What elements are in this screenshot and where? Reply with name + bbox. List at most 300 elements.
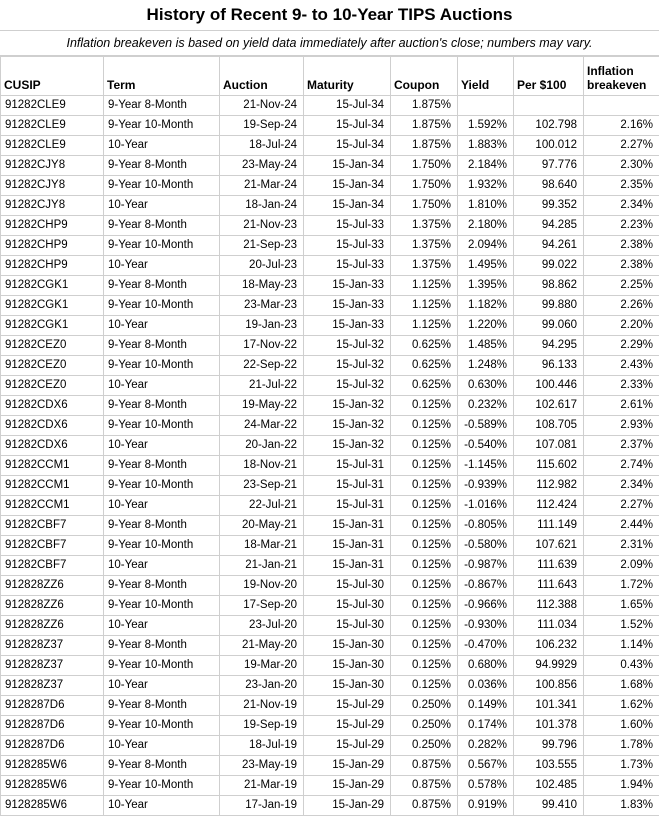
cell-coupon: 0.125% — [391, 396, 458, 416]
cell-term: 10-Year — [104, 196, 220, 216]
cell-cusip: 9128287D6 — [1, 716, 104, 736]
cell-auction: 21-Nov-23 — [220, 216, 304, 236]
cell-term: 9-Year 8-Month — [104, 756, 220, 776]
column-header-cusip: CUSIP — [1, 57, 104, 96]
cell-inflation-breakeven: 2.38% — [584, 236, 659, 256]
cell-cusip: 912828ZZ6 — [1, 576, 104, 596]
cell-per100: 99.410 — [514, 796, 584, 816]
cell-inflation-breakeven: 1.94% — [584, 776, 659, 796]
table-row — [1, 376, 659, 396]
cell-cusip: 91282CLE9 — [1, 116, 104, 136]
cell-coupon: 0.625% — [391, 376, 458, 396]
column-header-inflation-breakeven: Inflation breakeven — [584, 57, 659, 96]
cell-inflation-breakeven: 2.44% — [584, 516, 659, 536]
cell-per100: 112.388 — [514, 596, 584, 616]
cell-coupon: 1.750% — [391, 196, 458, 216]
cell-yield: -0.939% — [458, 476, 514, 496]
cell-auction: 20-Jan-22 — [220, 436, 304, 456]
cell-maturity: 15-Jul-34 — [304, 116, 391, 136]
cell-cusip: 91282CBF7 — [1, 516, 104, 536]
cell-inflation-breakeven: 2.30% — [584, 156, 659, 176]
cell-auction: 20-Jul-23 — [220, 256, 304, 276]
cell-coupon: 0.125% — [391, 496, 458, 516]
cell-yield: -0.805% — [458, 516, 514, 536]
cell-per100: 99.796 — [514, 736, 584, 756]
cell-cusip: 9128285W6 — [1, 776, 104, 796]
cell-inflation-breakeven: 1.62% — [584, 696, 659, 716]
cell-per100: 102.617 — [514, 396, 584, 416]
cell-per100: 101.341 — [514, 696, 584, 716]
table-row — [1, 676, 659, 696]
cell-yield: 0.232% — [458, 396, 514, 416]
cell-coupon: 0.125% — [391, 536, 458, 556]
cell-maturity: 15-Jul-32 — [304, 336, 391, 356]
cell-auction: 21-May-20 — [220, 636, 304, 656]
cell-auction: 22-Sep-22 — [220, 356, 304, 376]
cell-coupon: 0.125% — [391, 556, 458, 576]
cell-maturity: 15-Jul-31 — [304, 476, 391, 496]
cell-term: 9-Year 8-Month — [104, 696, 220, 716]
cell-auction: 19-Nov-20 — [220, 576, 304, 596]
cell-yield: 2.184% — [458, 156, 514, 176]
cell-cusip: 91282CCM1 — [1, 456, 104, 476]
cell-cusip: 912828ZZ6 — [1, 616, 104, 636]
auction-table-body — [1, 96, 659, 816]
cell-inflation-breakeven: 2.27% — [584, 496, 659, 516]
cell-per100: 98.862 — [514, 276, 584, 296]
cell-inflation-breakeven: 1.68% — [584, 676, 659, 696]
cell-auction: 22-Jul-21 — [220, 496, 304, 516]
cell-coupon: 1.125% — [391, 296, 458, 316]
cell-maturity: 15-Jul-34 — [304, 136, 391, 156]
table-row — [1, 336, 659, 356]
cell-cusip: 91282CBF7 — [1, 556, 104, 576]
cell-term: 9-Year 8-Month — [104, 456, 220, 476]
cell-inflation-breakeven: 2.37% — [584, 436, 659, 456]
cell-inflation-breakeven: 1.65% — [584, 596, 659, 616]
cell-auction: 23-Jan-20 — [220, 676, 304, 696]
cell-inflation-breakeven: 2.33% — [584, 376, 659, 396]
cell-maturity: 15-Jan-32 — [304, 416, 391, 436]
cell-maturity: 15-Jul-29 — [304, 696, 391, 716]
cell-term: 9-Year 10-Month — [104, 476, 220, 496]
cell-auction: 17-Nov-22 — [220, 336, 304, 356]
cell-maturity: 15-Jul-32 — [304, 376, 391, 396]
cell-auction: 19-Jan-23 — [220, 316, 304, 336]
table-row — [1, 436, 659, 456]
cell-yield: -1.016% — [458, 496, 514, 516]
cell-maturity: 15-Jul-29 — [304, 716, 391, 736]
column-header-per100: Per $100 — [514, 57, 584, 96]
cell-term: 10-Year — [104, 316, 220, 336]
cell-inflation-breakeven: 2.29% — [584, 336, 659, 356]
cell-coupon: 0.625% — [391, 356, 458, 376]
column-header-coupon: Coupon — [391, 57, 458, 96]
cell-per100: 101.378 — [514, 716, 584, 736]
table-row — [1, 156, 659, 176]
cell-term: 9-Year 10-Month — [104, 236, 220, 256]
cell-per100: 108.705 — [514, 416, 584, 436]
cell-per100: 112.982 — [514, 476, 584, 496]
cell-auction: 19-Mar-20 — [220, 656, 304, 676]
cell-term: 9-Year 8-Month — [104, 96, 220, 116]
cell-yield: -0.580% — [458, 536, 514, 556]
column-header-term: Term — [104, 57, 220, 96]
cell-per100: 99.060 — [514, 316, 584, 336]
cell-cusip: 9128285W6 — [1, 796, 104, 816]
cell-yield: 0.282% — [458, 736, 514, 756]
cell-yield: 1.248% — [458, 356, 514, 376]
cell-coupon: 0.125% — [391, 516, 458, 536]
cell-maturity: 15-Jul-30 — [304, 596, 391, 616]
cell-term: 9-Year 8-Month — [104, 636, 220, 656]
cell-per100: 94.295 — [514, 336, 584, 356]
cell-yield: 0.036% — [458, 676, 514, 696]
cell-per100: 107.621 — [514, 536, 584, 556]
cell-auction: 17-Jan-19 — [220, 796, 304, 816]
cell-term: 9-Year 10-Month — [104, 596, 220, 616]
table-row — [1, 216, 659, 236]
table-row — [1, 716, 659, 736]
cell-inflation-breakeven — [584, 96, 659, 116]
table-row — [1, 536, 659, 556]
cell-yield: 1.495% — [458, 256, 514, 276]
cell-auction: 21-Mar-24 — [220, 176, 304, 196]
table-row — [1, 356, 659, 376]
table-row — [1, 396, 659, 416]
cell-per100 — [514, 96, 584, 116]
cell-cusip: 91282CDX6 — [1, 416, 104, 436]
cell-per100: 107.081 — [514, 436, 584, 456]
cell-auction: 23-Sep-21 — [220, 476, 304, 496]
cell-inflation-breakeven: 2.34% — [584, 196, 659, 216]
cell-inflation-breakeven: 2.31% — [584, 536, 659, 556]
cell-per100: 96.133 — [514, 356, 584, 376]
cell-cusip: 91282CBF7 — [1, 536, 104, 556]
cell-maturity: 15-Jan-30 — [304, 636, 391, 656]
cell-per100: 111.643 — [514, 576, 584, 596]
cell-cusip: 91282CEZ0 — [1, 376, 104, 396]
table-row — [1, 256, 659, 276]
cell-term: 9-Year 8-Month — [104, 216, 220, 236]
cell-term: 10-Year — [104, 616, 220, 636]
table-row — [1, 596, 659, 616]
cell-term: 9-Year 10-Month — [104, 296, 220, 316]
cell-per100: 100.446 — [514, 376, 584, 396]
cell-coupon: 0.125% — [391, 476, 458, 496]
cell-cusip: 912828Z37 — [1, 676, 104, 696]
cell-per100: 102.798 — [514, 116, 584, 136]
cell-auction: 19-May-22 — [220, 396, 304, 416]
table-row — [1, 416, 659, 436]
cell-yield: 1.932% — [458, 176, 514, 196]
cell-term: 9-Year 8-Month — [104, 576, 220, 596]
cell-cusip: 91282CHP9 — [1, 216, 104, 236]
cell-maturity: 15-Jan-30 — [304, 656, 391, 676]
cell-inflation-breakeven: 1.73% — [584, 756, 659, 776]
cell-term: 10-Year — [104, 496, 220, 516]
cell-term: 10-Year — [104, 796, 220, 816]
cell-term: 10-Year — [104, 736, 220, 756]
cell-inflation-breakeven: 2.25% — [584, 276, 659, 296]
table-row — [1, 276, 659, 296]
cell-coupon: 1.875% — [391, 136, 458, 156]
cell-per100: 111.149 — [514, 516, 584, 536]
table-row — [1, 236, 659, 256]
cell-maturity: 15-Jul-32 — [304, 356, 391, 376]
cell-inflation-breakeven: 2.74% — [584, 456, 659, 476]
cell-cusip: 91282CGK1 — [1, 276, 104, 296]
cell-term: 9-Year 8-Month — [104, 396, 220, 416]
cell-cusip: 91282CDX6 — [1, 436, 104, 456]
cell-yield: -0.540% — [458, 436, 514, 456]
cell-yield: 1.883% — [458, 136, 514, 156]
cell-yield: 2.094% — [458, 236, 514, 256]
table-row — [1, 176, 659, 196]
cell-cusip: 9128287D6 — [1, 696, 104, 716]
cell-auction: 21-Jan-21 — [220, 556, 304, 576]
cell-maturity: 15-Jan-31 — [304, 556, 391, 576]
cell-per100: 112.424 — [514, 496, 584, 516]
cell-per100: 98.640 — [514, 176, 584, 196]
cell-coupon: 0.125% — [391, 596, 458, 616]
cell-per100: 100.012 — [514, 136, 584, 156]
cell-cusip: 91282CDX6 — [1, 396, 104, 416]
cell-auction: 18-Jul-19 — [220, 736, 304, 756]
cell-term: 10-Year — [104, 136, 220, 156]
cell-inflation-breakeven: 2.20% — [584, 316, 659, 336]
cell-cusip: 9128285W6 — [1, 756, 104, 776]
cell-cusip: 91282CEZ0 — [1, 336, 104, 356]
cell-maturity: 15-Jul-30 — [304, 576, 391, 596]
cell-yield: -0.987% — [458, 556, 514, 576]
cell-coupon: 0.875% — [391, 756, 458, 776]
cell-coupon: 0.125% — [391, 616, 458, 636]
cell-maturity: 15-Jan-29 — [304, 776, 391, 796]
cell-auction: 24-Mar-22 — [220, 416, 304, 436]
cell-term: 9-Year 8-Month — [104, 276, 220, 296]
cell-term: 9-Year 10-Month — [104, 356, 220, 376]
cell-inflation-breakeven: 2.34% — [584, 476, 659, 496]
cell-cusip: 91282CGK1 — [1, 296, 104, 316]
cell-auction: 21-Jul-22 — [220, 376, 304, 396]
cell-inflation-breakeven: 2.38% — [584, 256, 659, 276]
table-row — [1, 616, 659, 636]
cell-term: 9-Year 8-Month — [104, 516, 220, 536]
cell-maturity: 15-Jan-29 — [304, 756, 391, 776]
table-row — [1, 656, 659, 676]
cell-coupon: 1.750% — [391, 176, 458, 196]
table-header — [1, 57, 659, 96]
cell-auction: 19-Sep-19 — [220, 716, 304, 736]
cell-maturity: 15-Jul-29 — [304, 736, 391, 756]
column-header-yield: Yield — [458, 57, 514, 96]
table-subtitle: Inflation breakeven is based on yield data immediately after auction's close; numbers may vary. — [0, 31, 659, 56]
cell-per100: 100.856 — [514, 676, 584, 696]
cell-auction: 21-Mar-19 — [220, 776, 304, 796]
cell-inflation-breakeven: 2.43% — [584, 356, 659, 376]
cell-inflation-breakeven: 0.43% — [584, 656, 659, 676]
cell-cusip: 91282CHP9 — [1, 256, 104, 276]
cell-cusip: 912828ZZ6 — [1, 596, 104, 616]
cell-inflation-breakeven: 2.16% — [584, 116, 659, 136]
cell-coupon: 0.250% — [391, 696, 458, 716]
cell-coupon: 0.125% — [391, 456, 458, 476]
cell-maturity: 15-Jul-31 — [304, 496, 391, 516]
cell-yield: 0.567% — [458, 756, 514, 776]
cell-per100: 99.880 — [514, 296, 584, 316]
cell-per100: 94.9929 — [514, 656, 584, 676]
cell-yield: 1.592% — [458, 116, 514, 136]
cell-coupon: 0.250% — [391, 716, 458, 736]
cell-maturity: 15-Jul-33 — [304, 256, 391, 276]
cell-yield: -0.470% — [458, 636, 514, 656]
cell-term: 9-Year 10-Month — [104, 116, 220, 136]
cell-coupon: 0.125% — [391, 436, 458, 456]
cell-inflation-breakeven: 1.72% — [584, 576, 659, 596]
column-header-maturity: Maturity — [304, 57, 391, 96]
cell-cusip: 9128287D6 — [1, 736, 104, 756]
table-row — [1, 636, 659, 656]
cell-auction: 23-Mar-23 — [220, 296, 304, 316]
cell-yield: -0.589% — [458, 416, 514, 436]
cell-auction: 20-May-21 — [220, 516, 304, 536]
cell-term: 9-Year 8-Month — [104, 336, 220, 356]
cell-term: 10-Year — [104, 556, 220, 576]
cell-maturity: 15-Jan-31 — [304, 516, 391, 536]
cell-per100: 103.555 — [514, 756, 584, 776]
cell-auction: 23-May-24 — [220, 156, 304, 176]
cell-cusip: 91282CJY8 — [1, 196, 104, 216]
cell-coupon: 0.125% — [391, 636, 458, 656]
cell-yield: 1.395% — [458, 276, 514, 296]
cell-inflation-breakeven: 2.09% — [584, 556, 659, 576]
cell-auction: 18-Jul-24 — [220, 136, 304, 156]
cell-coupon: 1.375% — [391, 216, 458, 236]
cell-maturity: 15-Jan-33 — [304, 276, 391, 296]
cell-cusip: 912828Z37 — [1, 656, 104, 676]
cell-yield: 1.810% — [458, 196, 514, 216]
cell-cusip: 91282CEZ0 — [1, 356, 104, 376]
cell-maturity: 15-Jan-33 — [304, 296, 391, 316]
cell-inflation-breakeven: 2.27% — [584, 136, 659, 156]
cell-cusip: 91282CCM1 — [1, 496, 104, 516]
cell-auction: 21-Sep-23 — [220, 236, 304, 256]
cell-inflation-breakeven: 1.14% — [584, 636, 659, 656]
table-row — [1, 736, 659, 756]
cell-coupon: 0.250% — [391, 736, 458, 756]
cell-coupon: 0.875% — [391, 776, 458, 796]
cell-yield: 0.919% — [458, 796, 514, 816]
cell-maturity: 15-Jan-34 — [304, 196, 391, 216]
cell-yield: 0.680% — [458, 656, 514, 676]
table-row — [1, 456, 659, 476]
table-row — [1, 516, 659, 536]
table-row — [1, 196, 659, 216]
header-row — [1, 57, 659, 96]
cell-coupon: 1.125% — [391, 276, 458, 296]
cell-coupon: 0.875% — [391, 796, 458, 816]
cell-coupon: 0.125% — [391, 576, 458, 596]
cell-term: 9-Year 10-Month — [104, 656, 220, 676]
cell-term: 9-Year 8-Month — [104, 156, 220, 176]
cell-inflation-breakeven: 1.52% — [584, 616, 659, 636]
cell-auction: 21-Nov-24 — [220, 96, 304, 116]
cell-maturity: 15-Jan-34 — [304, 176, 391, 196]
cell-term: 10-Year — [104, 376, 220, 396]
table-row — [1, 496, 659, 516]
cell-yield: 1.485% — [458, 336, 514, 356]
page-title: History of Recent 9- to 10-Year TIPS Auctions — [0, 0, 659, 31]
cell-maturity: 15-Jul-30 — [304, 616, 391, 636]
cell-inflation-breakeven: 1.60% — [584, 716, 659, 736]
cell-auction: 19-Sep-24 — [220, 116, 304, 136]
cell-cusip: 91282CGK1 — [1, 316, 104, 336]
cell-term: 10-Year — [104, 256, 220, 276]
cell-coupon: 1.375% — [391, 236, 458, 256]
cell-auction: 18-Mar-21 — [220, 536, 304, 556]
cell-cusip: 91282CLE9 — [1, 96, 104, 116]
cell-per100: 99.022 — [514, 256, 584, 276]
table-row — [1, 476, 659, 496]
cell-cusip: 91282CHP9 — [1, 236, 104, 256]
table-row — [1, 136, 659, 156]
cell-cusip: 91282CJY8 — [1, 156, 104, 176]
cell-per100: 94.261 — [514, 236, 584, 256]
cell-auction: 18-Nov-21 — [220, 456, 304, 476]
cell-maturity: 15-Jul-33 — [304, 216, 391, 236]
cell-yield: 0.630% — [458, 376, 514, 396]
cell-yield: -1.145% — [458, 456, 514, 476]
cell-inflation-breakeven: 2.23% — [584, 216, 659, 236]
cell-coupon: 0.125% — [391, 416, 458, 436]
cell-term: 9-Year 10-Month — [104, 176, 220, 196]
cell-coupon: 1.750% — [391, 156, 458, 176]
cell-inflation-breakeven: 2.61% — [584, 396, 659, 416]
cell-term: 9-Year 10-Month — [104, 416, 220, 436]
cell-cusip: 912828Z37 — [1, 636, 104, 656]
cell-coupon: 0.125% — [391, 676, 458, 696]
cell-maturity: 15-Jan-32 — [304, 436, 391, 456]
cell-maturity: 15-Jan-34 — [304, 156, 391, 176]
cell-per100: 111.639 — [514, 556, 584, 576]
table-row — [1, 696, 659, 716]
cell-term: 9-Year 10-Month — [104, 536, 220, 556]
cell-yield: -0.867% — [458, 576, 514, 596]
cell-term: 9-Year 10-Month — [104, 776, 220, 796]
cell-maturity: 15-Jan-33 — [304, 316, 391, 336]
column-header-auction: Auction — [220, 57, 304, 96]
cell-coupon: 1.875% — [391, 116, 458, 136]
cell-maturity: 15-Jan-30 — [304, 676, 391, 696]
cell-coupon: 0.125% — [391, 656, 458, 676]
table-row — [1, 756, 659, 776]
table-row — [1, 556, 659, 576]
cell-per100: 97.776 — [514, 156, 584, 176]
cell-yield: 0.174% — [458, 716, 514, 736]
cell-coupon: 1.875% — [391, 96, 458, 116]
cell-per100: 102.485 — [514, 776, 584, 796]
cell-auction: 23-Jul-20 — [220, 616, 304, 636]
cell-inflation-breakeven: 1.78% — [584, 736, 659, 756]
cell-yield: 2.180% — [458, 216, 514, 236]
cell-auction: 18-Jan-24 — [220, 196, 304, 216]
cell-yield — [458, 96, 514, 116]
cell-auction: 17-Sep-20 — [220, 596, 304, 616]
cell-term: 9-Year 10-Month — [104, 716, 220, 736]
cell-per100: 111.034 — [514, 616, 584, 636]
table-row — [1, 116, 659, 136]
